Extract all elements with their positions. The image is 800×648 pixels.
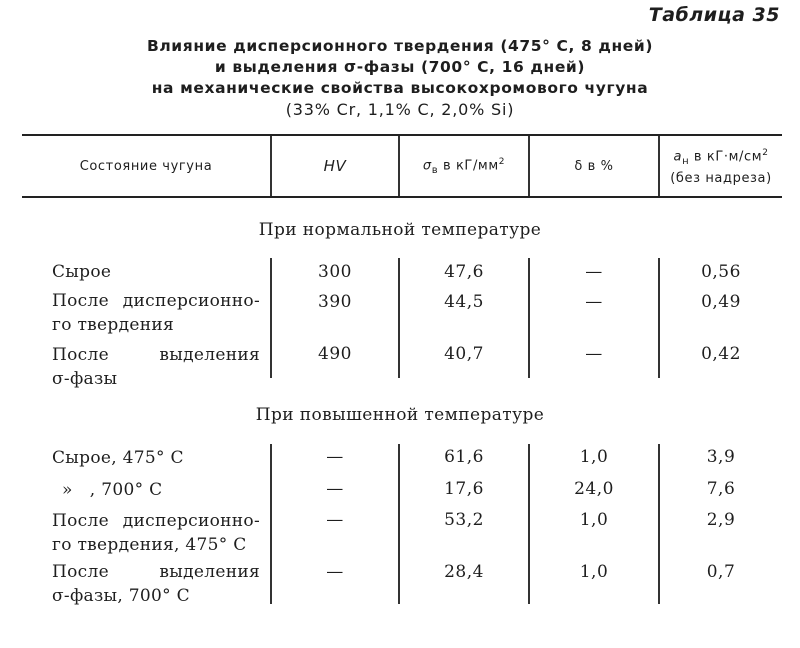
cell-delta: — [585, 344, 603, 364]
cell-sigma: 28,4 [444, 562, 484, 582]
cell-delta: 1,0 [579, 447, 609, 467]
cell-hv: — [326, 479, 344, 499]
cell-sigma: 40,7 [444, 344, 484, 364]
cell-ak: 0,42 [701, 344, 741, 364]
cell-ak: 0,49 [701, 292, 741, 312]
cell-hv: — [326, 447, 344, 467]
cell-ak: 3,9 [706, 447, 736, 467]
title-line-4: (33% Cr, 1,1% С, 2,0% Si) [285, 100, 515, 119]
header-hv: HV [323, 156, 347, 175]
header-state: Состояние чугуна [79, 158, 213, 174]
title-line-3: на механические свойства высокохромового чугуна [151, 79, 649, 97]
cell-ak: 0,56 [701, 262, 741, 282]
row-state: После дисперсионно- го твердения, 475° С [52, 511, 260, 555]
cell-ak: 7,6 [706, 479, 736, 499]
cell-hv: 300 [318, 262, 352, 282]
section-normal-temperature: При нормальной температуре [258, 220, 542, 240]
row-state: » , 700° С [62, 480, 163, 500]
cell-sigma: 61,6 [444, 447, 484, 467]
header-delta: δ в % [574, 158, 614, 174]
row-state: Сырое, 475° С [52, 448, 184, 468]
row-state: После выделения σ-фазы [52, 345, 260, 389]
title-line-2: и выделения σ-фазы (700° С, 16 дней) [214, 58, 586, 76]
table-title [0, 36, 800, 120]
table-label: Таблица 35 [648, 4, 780, 26]
cell-sigma: 17,6 [444, 479, 484, 499]
header-sigma: $\sigma_в$ в $кГ/мм^2$ [422, 156, 506, 176]
cell-sigma: 53,2 [444, 510, 484, 530]
cell-hv: 390 [318, 292, 352, 312]
cell-delta: — [585, 292, 603, 312]
header-bottom-rule [22, 196, 782, 198]
row-state: После дисперсионно- го твердения [52, 291, 260, 335]
cell-sigma: 44,5 [444, 292, 484, 312]
section-elevated-temperature: При повышенной температуре [255, 405, 545, 425]
cell-delta: — [585, 262, 603, 282]
title-line-1: Влияние дисперсионного твердения (475° С, 8 дней) [146, 37, 654, 55]
row-state: Сырое [52, 262, 112, 282]
cell-hv: — [326, 510, 344, 530]
cell-delta: 1,0 [579, 562, 609, 582]
row-state: После выделения σ-фазы, 700° С [52, 562, 260, 606]
cell-sigma: 47,6 [444, 262, 484, 282]
header-ak: $a_н$ в $кГ\cdot м/см^2$ (без надреза) [670, 148, 772, 186]
cell-hv: 490 [318, 344, 352, 364]
cell-hv: — [326, 562, 344, 582]
cell-ak: 2,9 [706, 510, 736, 530]
cell-ak: 0,7 [706, 562, 736, 582]
cell-delta: 24,0 [574, 479, 614, 499]
cell-delta: 1,0 [579, 510, 609, 530]
